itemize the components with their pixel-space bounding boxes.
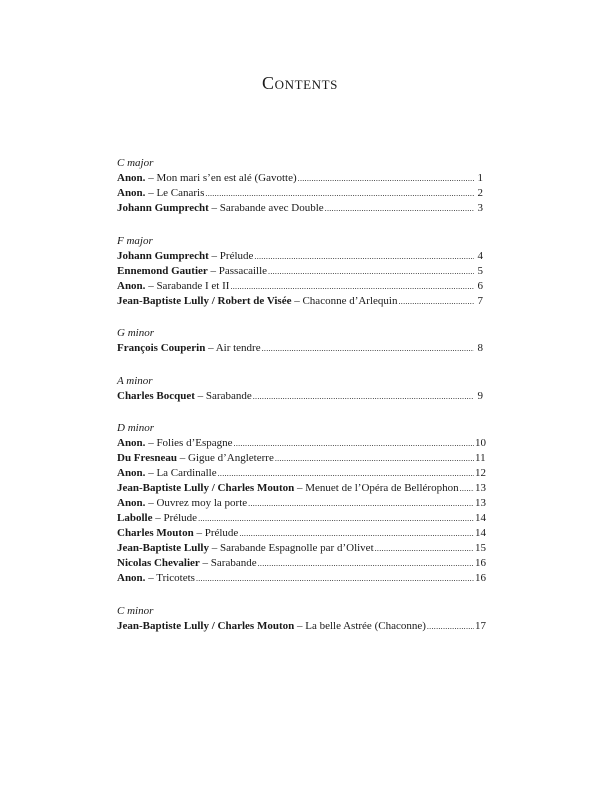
- section-key-heading: C minor: [117, 604, 154, 617]
- entry-page-number: 15: [475, 542, 486, 554]
- toc-entry[interactable]: [117, 389, 483, 404]
- table-of-contents: [117, 156, 486, 651]
- dot-leader: [239, 526, 474, 541]
- entry-page-number: 6: [477, 279, 483, 292]
- toc-entry[interactable]: [117, 436, 486, 451]
- dot-leader: [253, 389, 474, 404]
- entry-composer: Du Fresneau: [117, 452, 177, 464]
- entry-page-number: 16: [475, 572, 486, 584]
- toc-entry[interactable]: [117, 466, 486, 481]
- dot-leader: [298, 171, 474, 186]
- toc-entry[interactable]: [117, 294, 483, 309]
- dot-leader: [268, 264, 474, 279]
- entry-page-number: 13: [475, 497, 486, 509]
- page-title: Contents: [261, 73, 339, 93]
- dot-leader: [230, 279, 474, 294]
- entry-piece-title: – Tricotets: [145, 572, 195, 584]
- dot-leader: [427, 619, 474, 634]
- toc-section: [117, 234, 483, 309]
- entry-piece-title: – Prélude: [152, 512, 198, 524]
- entry-piece-title: – Prélude: [208, 249, 254, 262]
- entry-page-number: 3: [477, 202, 483, 214]
- dot-leader: [262, 341, 474, 356]
- entry-composer: Anon.: [117, 187, 146, 199]
- entry-page-number: 12: [475, 467, 486, 479]
- entry-piece-title: – Sarabande avec Double: [208, 202, 324, 214]
- entry-composer: Jean-Baptiste Lully / Charles Mouton: [117, 619, 295, 632]
- entry-page-number: 14: [475, 527, 486, 539]
- entry-page-number: 10: [475, 437, 486, 449]
- entry-page-number: 7: [477, 294, 483, 307]
- dot-leader: [254, 249, 474, 264]
- dot-leader: [218, 466, 474, 481]
- toc-entry[interactable]: [117, 279, 483, 294]
- entry-page-number: 14: [475, 512, 486, 524]
- section-key-heading: A minor: [117, 374, 153, 387]
- entry-page-number: 8: [477, 342, 483, 354]
- section-key-heading: F major: [117, 234, 153, 247]
- dot-leader: [248, 496, 474, 511]
- toc-entry[interactable]: [117, 249, 483, 264]
- entry-piece-title: – Mon mari s’en est alé (Gavotte): [145, 172, 297, 184]
- entry-piece-title: – Ouvrez moy la porte: [145, 497, 248, 509]
- entry-piece-title: – Sarabande: [194, 389, 252, 402]
- entry-page-number: 1: [477, 172, 483, 184]
- entry-piece-title: – Air tendre: [205, 342, 261, 354]
- dot-leader: [398, 294, 474, 309]
- toc-entry[interactable]: [117, 496, 486, 511]
- section-key-heading: D minor: [117, 422, 154, 434]
- entry-piece-title: – Folies d’Espagne: [145, 437, 233, 449]
- toc-entry[interactable]: [117, 341, 483, 356]
- section-key-heading: G minor: [117, 327, 154, 339]
- toc-entry[interactable]: [117, 571, 486, 586]
- dot-leader: [234, 436, 474, 451]
- toc-entry[interactable]: [117, 541, 486, 556]
- entry-composer: Anon.: [117, 467, 146, 479]
- dot-leader: [196, 571, 474, 586]
- entry-composer: Anon.: [117, 279, 146, 292]
- toc-entry[interactable]: [117, 264, 483, 279]
- dot-leader: [460, 481, 474, 496]
- entry-composer: Johann Gumprecht: [117, 202, 209, 214]
- entry-piece-title: – Prélude: [193, 527, 239, 539]
- entry-piece-title: – Sarabande: [199, 557, 257, 569]
- dot-leader: [198, 511, 474, 526]
- entry-piece-title: – La Cardinalle: [145, 467, 217, 479]
- section-key-heading: C major: [117, 157, 154, 169]
- entry-composer: Anon.: [117, 572, 146, 584]
- toc-entry[interactable]: [117, 481, 486, 496]
- dot-leader: [258, 556, 474, 571]
- entry-piece-title: – Passacaille: [207, 264, 268, 277]
- entry-page-number: 17: [475, 619, 486, 632]
- toc-entry[interactable]: [117, 451, 486, 466]
- entry-piece-title: – Chaconne d’Arlequin: [291, 294, 398, 307]
- dot-leader: [325, 201, 474, 216]
- entry-composer: Charles Bocquet: [117, 389, 195, 402]
- toc-section: [117, 421, 486, 586]
- toc-entry[interactable]: [117, 201, 483, 216]
- entry-page-number: 13: [475, 482, 486, 494]
- entry-page-number: 4: [477, 249, 483, 262]
- entry-piece-title: – Le Canaris: [145, 187, 205, 199]
- toc-section: [117, 604, 486, 634]
- entry-composer: Anon.: [117, 497, 146, 509]
- entry-composer: Charles Mouton: [117, 527, 194, 539]
- entry-piece-title: – Menuet de l’Opéra de Bellérophon: [294, 482, 459, 494]
- toc-entry[interactable]: [117, 526, 486, 541]
- toc-entry[interactable]: [117, 556, 486, 571]
- entry-piece-title: – Sarabande I et II: [145, 279, 230, 292]
- toc-section: [117, 156, 483, 216]
- entry-page-number: 5: [477, 264, 483, 277]
- toc-section: [117, 374, 483, 404]
- entry-composer: François Couperin: [117, 342, 206, 354]
- entry-composer: Anon.: [117, 172, 146, 184]
- toc-entry[interactable]: [117, 171, 483, 186]
- toc-entry[interactable]: [117, 186, 483, 201]
- entry-composer: Jean-Baptiste Lully: [117, 542, 209, 554]
- entry-page-number: 2: [477, 187, 483, 199]
- dot-leader: [275, 451, 474, 466]
- toc-entry[interactable]: [117, 511, 486, 526]
- entry-composer: Johann Gumprecht: [117, 249, 209, 262]
- entry-page-number: 16: [475, 557, 486, 569]
- entry-composer: Jean-Baptiste Lully / Robert de Visée: [117, 294, 292, 307]
- entry-piece-title: – La belle Astrée (Chaconne): [294, 619, 426, 632]
- entry-composer: Jean-Baptiste Lully / Charles Mouton: [117, 482, 295, 494]
- toc-entry[interactable]: [117, 619, 486, 634]
- entry-composer: Anon.: [117, 437, 146, 449]
- entry-composer: Ennemond Gautier: [117, 264, 208, 277]
- entry-piece-title: – Sarabande Espagnolle par d’Olivet: [208, 542, 374, 554]
- entry-page-number: 9: [477, 389, 483, 402]
- dot-leader: [205, 186, 474, 201]
- dot-leader: [375, 541, 474, 556]
- entry-composer: Nicolas Chevalier: [117, 557, 200, 569]
- entry-piece-title: – Gigue d’Angleterre: [177, 452, 274, 464]
- entry-page-number: 11: [475, 452, 486, 464]
- entry-composer: Labolle: [117, 512, 153, 524]
- toc-section: [117, 326, 483, 356]
